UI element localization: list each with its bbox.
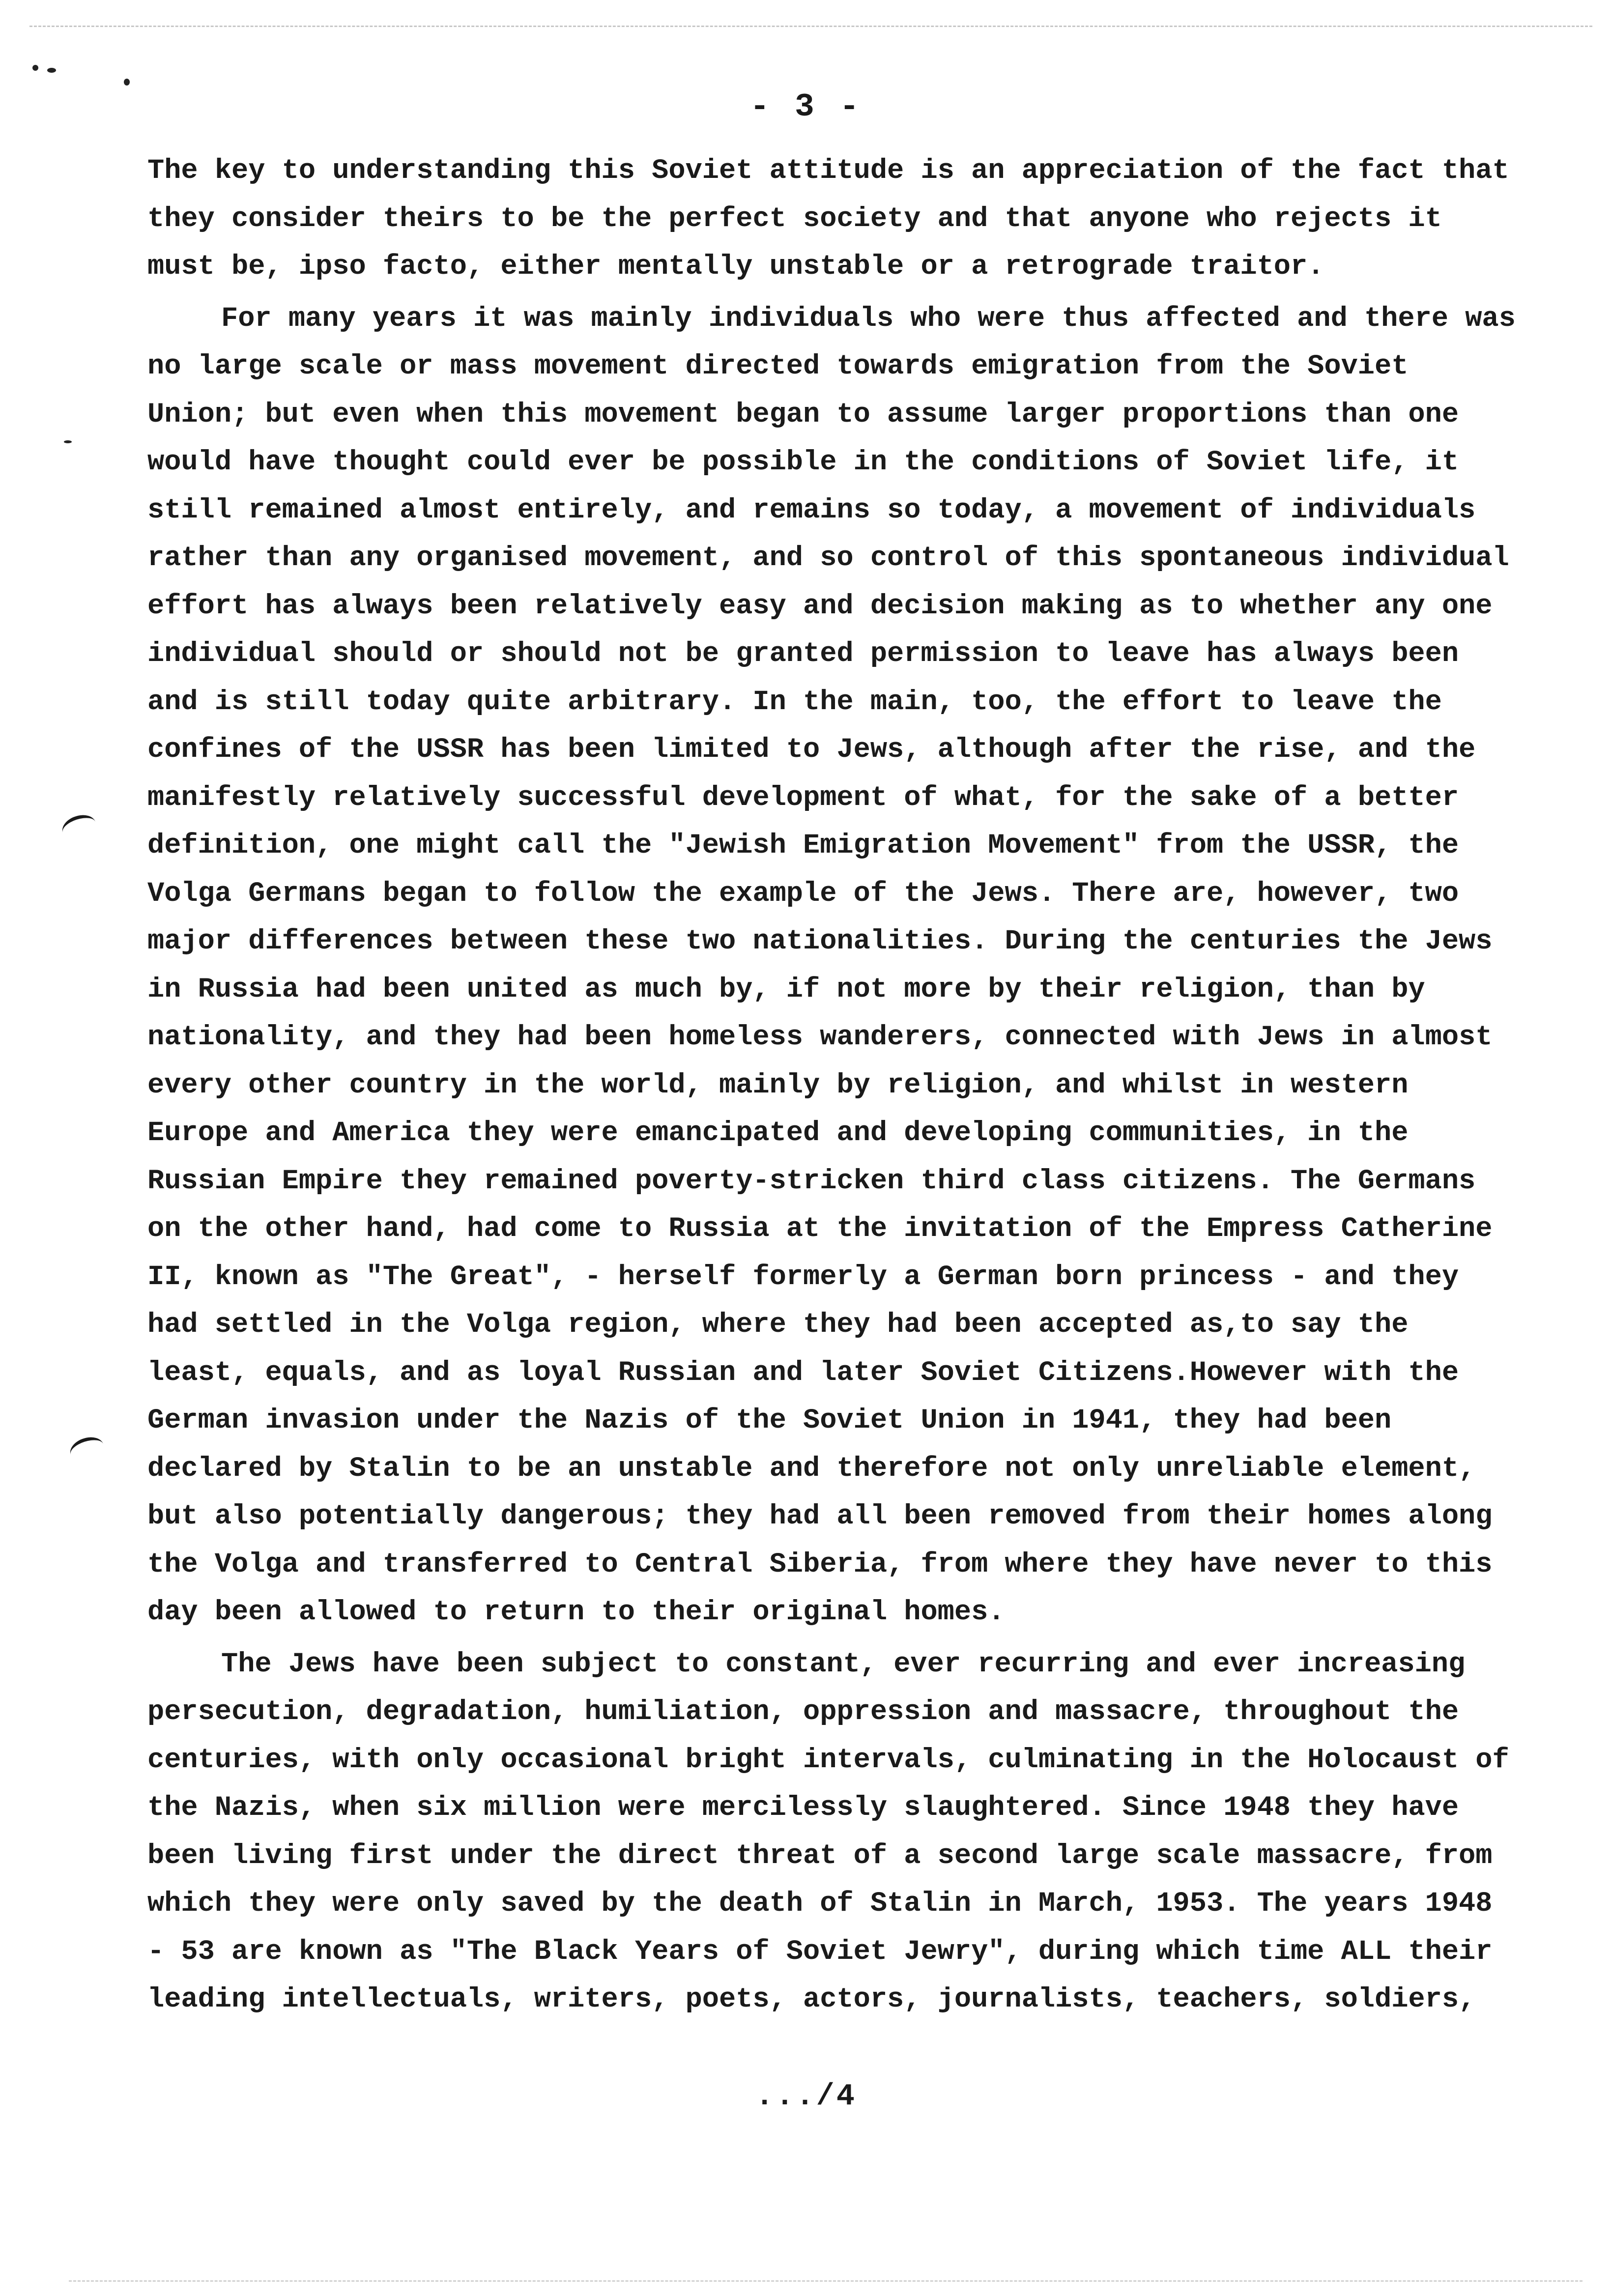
bottom-edge-rule (69, 2280, 1583, 2282)
ink-speck (64, 440, 72, 443)
paragraph-3: The Jews have been subject to constant, ever recurring and ever increasing persecution, degradation, humiliation, oppression and massacre, throughout the centuries, with only occasional bright intervals, culminating in the Holocaust of the Nazis, when six million were mercilessly slaughtered. Since 1948 they have been living first under the direct threat of a second large scale massacre, from which they were only saved by the death of Stalin in March, 1953. The years 1948 - 53 are known as "The Black Years of Soviet Jewry", during which time ALL their leading intellectuals, writers, poets, actors, journalists, teachers, soldiers, (147, 1648, 1509, 2015)
ink-speck (32, 65, 38, 71)
ink-speck (47, 68, 56, 73)
margin-bracket-mark (67, 1433, 107, 1465)
continuation-marker: .../4 (755, 2079, 857, 2114)
document-body (147, 147, 1524, 2028)
top-edge-rule (29, 26, 1592, 27)
paragraph-2: For many years it was mainly individuals who were thus affected and there was no large scale or mass movement directed towards emigration from the Soviet Union; but even when this movement began to assume larger proportions than one would have thought could ever be possible in the conditions of Soviet life, it still remained almost entirely, and remains so today, a movement of individuals rather than any organised movement, and so control of this spontaneous individual effort has always been relatively easy and decision making as to whether any one individual should or should not be granted permission to leave has always been and is still today quite arbitrary. In the main, too, the effort to leave the confines of the USSR has been limited to Jews, although after the rise, and the manifestly relatively successful development of what, for the sake of a better definition, one might call the "Jewish Emigration Movement" from the USSR, the Volga Germans began to follow the example of the Jews. There are, however, two major differences between these two nationalities. During the centuries the Jews in Russia had been united as much by, if not more by their religion, than by nationality, and they had been homeless wanderers, connected with Jews in almost every other country in the world, mainly by religion, and whilst in western Europe and America they were emancipated and developing communities, in the Russian Empire they remained poverty-stricken third class citizens. The Germans on the other hand, had come to Russia at the invitation of the Empress Catherine II, known as "The Great", - herself formerly a German born princess - and they had settled in the Volga region, where they had been accepted as,to say the least, equals, and as loyal Russian and later Soviet Citizens.However with the German invasion under the Nazis of the Soviet Union in 1941, they had been declared by Stalin to be an unstable and therefore not only unreliable element, but also potentially dangerous; they had all been removed from their homes along the Volga and transferred to Central Siberia, from where they have never to this day been allowed to return to their original homes. (147, 303, 1516, 1628)
page-number: - 3 - (749, 88, 863, 125)
ink-speck (124, 79, 130, 86)
margin-bracket-mark (59, 811, 99, 843)
paragraph-1: The key to understanding this Soviet attitude is an appreciation of the fact that they consider theirs to be the perfect society and that anyone who rejects it must be, ipso facto, either mentally unstable or a retrograde traitor. (147, 155, 1509, 283)
